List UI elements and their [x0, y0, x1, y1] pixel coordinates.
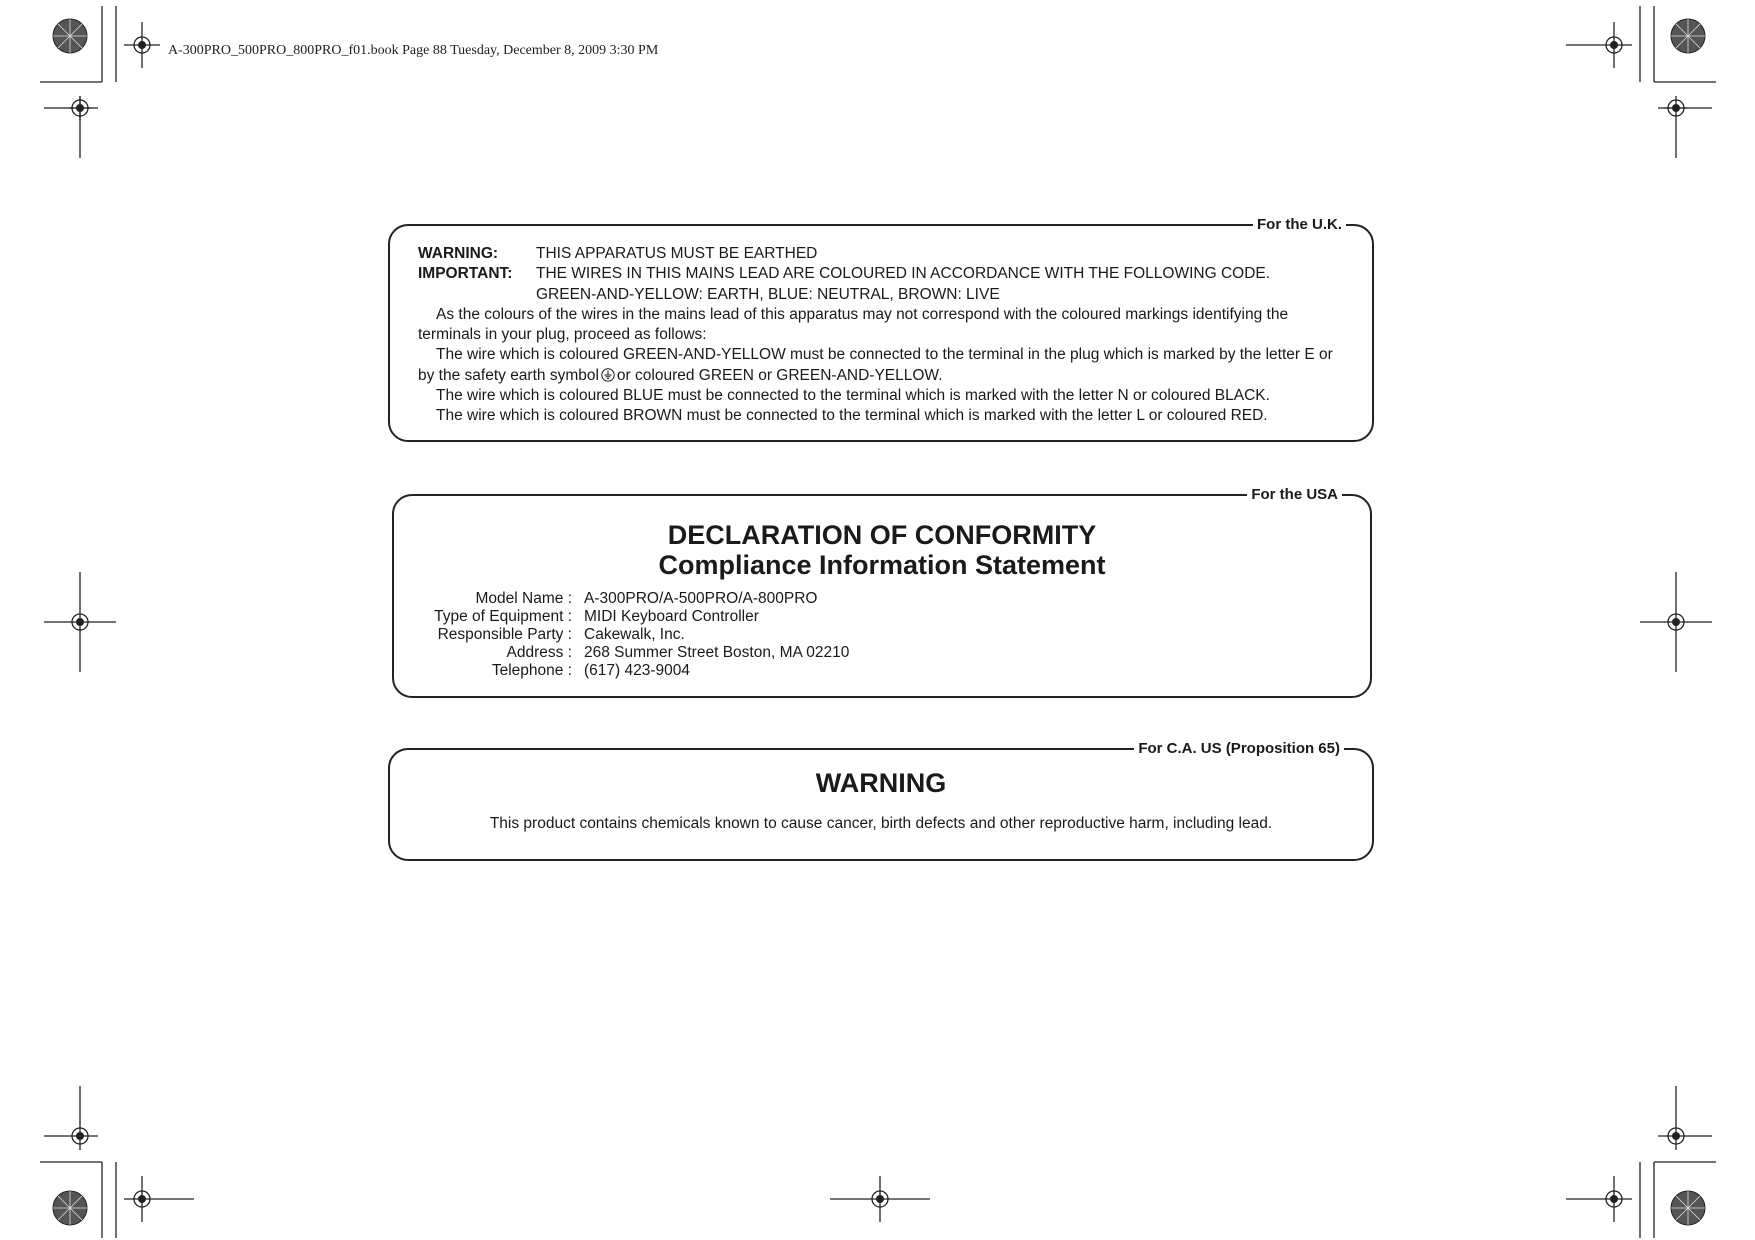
color-code-text: GREEN-AND-YELLOW: EARTH, BLUE: NEUTRAL, BROWN: LIVE [536, 285, 1000, 303]
print-slug: A-300PRO_500PRO_800PRO_f01.book Page 88 Tuesday, December 8, 2009 3:30 PM [168, 43, 659, 58]
field-label: Model Name : [475, 590, 572, 607]
field-value: (617) 423-9004 [584, 662, 690, 679]
field-row [394, 644, 849, 662]
warning-text: THIS APPARATUS MUST BE EARTHED [536, 245, 818, 262]
safety-earth-icon [601, 368, 615, 382]
uk-paragraph-2-a: The wire which is coloured GREEN-AND-YELLOW must be connected to the terminal in the plug which is marked by the letter E or by the safety earth symbol [418, 346, 1333, 384]
important-label: IMPORTANT: [418, 265, 513, 283]
field-row [394, 626, 849, 644]
field-label: Telephone : [491, 662, 572, 679]
field-value: 268 Summer Street Boston, MA 02210 [584, 644, 850, 661]
uk-paragraph-2-b: or coloured GREEN or GREEN-AND-YELLOW. [616, 366, 943, 384]
prop65-title: WARNING [815, 768, 947, 798]
usa-tag: For the USA [1247, 485, 1342, 505]
field-row [394, 608, 849, 626]
field-label: Responsible Party : [437, 626, 572, 643]
field-value: Cakewalk, Inc. [584, 626, 685, 643]
uk-paragraph-4: The wire which is coloured BROWN must be connected to the terminal which is marked with the letter L or coloured RED. [436, 407, 1268, 425]
field-value: MIDI Keyboard Controller [584, 608, 759, 625]
important-text: THE WIRES IN THIS MAINS LEAD ARE COLOURED IN ACCORDANCE WITH THE FOLLOWING CODE. [536, 265, 1271, 283]
declaration-title: DECLARATION OF CONFORMITY [667, 520, 1097, 550]
usa-declaration-box [392, 486, 1372, 698]
field-value: A-300PRO/A-500PRO/A-800PRO [584, 590, 818, 607]
field-row [394, 590, 849, 608]
uk-paragraph-3: The wire which is coloured BLUE must be connected to the terminal which is marked with the letter N or coloured BLACK. [436, 387, 1270, 405]
warning-row [418, 244, 1348, 264]
field-row [394, 662, 849, 680]
ca-tag: For C.A. US (Proposition 65) [1134, 739, 1344, 759]
uk-tag: For the U.K. [1253, 215, 1346, 235]
important-row [418, 264, 1348, 284]
prop65-warning-box [388, 740, 1374, 861]
uk-notice-box [388, 216, 1374, 442]
uk-paragraph-2 [418, 345, 1348, 386]
uk-paragraph-1: As the colours of the wires in the mains lead of this apparatus may not correspond with the coloured markings identifying the terminals in your plug, proceed as follows: [418, 305, 1289, 344]
declaration-fields [394, 590, 849, 680]
uk-content [418, 244, 1348, 427]
field-label: Address : [506, 644, 572, 661]
prop65-text: This product contains chemicals known to cause cancer, birth defects and other reproductive harm, including lead. [489, 815, 1273, 832]
warning-label: WARNING: [418, 245, 499, 262]
declaration-heading [394, 520, 1370, 580]
field-label: Type of Equipment : [434, 608, 572, 625]
declaration-subtitle: Compliance Information Statement [658, 550, 1106, 580]
